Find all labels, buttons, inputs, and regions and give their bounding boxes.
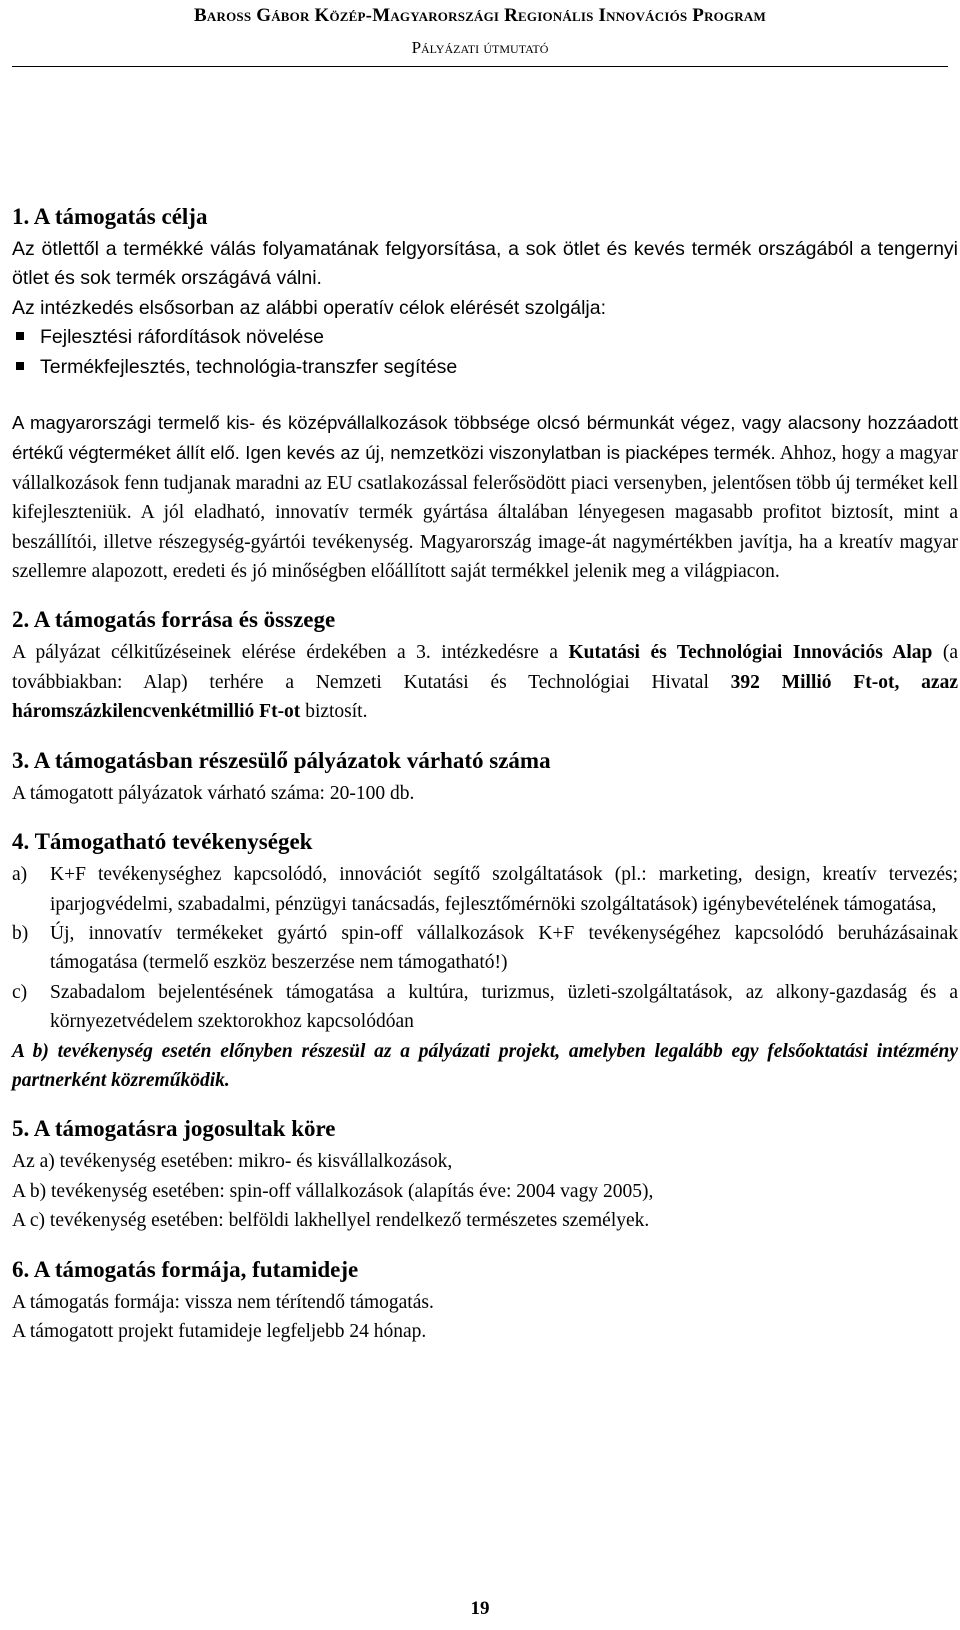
section-4-note — [12, 1037, 958, 1096]
activity-item — [12, 860, 958, 919]
section-1-body-part1: A magyarországi termelő kis- és középvállalkozások többsége olcsó bérmunkát végez, vagy alacsony hozzáadott értékű végterméket állít elő. Igen kevés az új, nemzetközi viszonylatban is piacképes termék. — [12, 412, 958, 464]
section-2-text: (a továbbiakban: Alap) terhére a Nemzeti Kutatási és Technológiai Hivatal — [12, 642, 959, 693]
section-6-heading: 6. A támogatás formája, futamideje — [12, 1256, 359, 1282]
section-1-body — [12, 408, 958, 586]
bullet-text: Fejlesztési ráfordítások növelése — [40, 326, 324, 349]
section-4-note-text: A b) tevékenység esetén előnyben részesül az a pályázati projekt, amelyben legalább egy felsőoktatási intézmény partnerként közreműködik. — [12, 1040, 958, 1091]
bullet-item — [12, 353, 958, 382]
bullet-text: Termékfejlesztés, technológia-transzfer segítése — [40, 355, 458, 378]
section-3-heading: 3. A támogatásban részesülő pályázatok várható száma — [12, 747, 551, 773]
activity-text: Új, innovatív termékeket gyártó spin-off vállalkozások K+F tevékenységéhez kapcsolódó beruházásainak támogatása (termelő eszköz beszerzése nem támogatható!) — [50, 922, 958, 974]
header-subtitle: Pályázati útmutató — [411, 38, 549, 57]
form-line: A támogatás formája: vissza nem térítendő támogatás. — [12, 1291, 434, 1313]
section-5-heading: 5. A támogatásra jogosultak köre — [12, 1116, 336, 1142]
section-2-text: A pályázat célkitűzéseinek elérése érdekében a 3. intézkedésre a — [12, 642, 569, 664]
section-2-amount: 392 Millió Ft-ot, azaz háromszázkilencvenkétmillió Ft-ot — [12, 671, 958, 723]
eligibility-line: Az a) tevékenység esetében: mikro- és kisvállalkozások, — [12, 1151, 453, 1173]
document-body — [12, 199, 958, 1346]
activity-label: b) — [12, 922, 29, 944]
section-2-body — [12, 638, 958, 726]
section-1-heading: 1. A támogatás célja — [12, 204, 208, 229]
section-1-goals-intro: Az intézkedés elsősorban az alábbi operatív célok elérését szolgálja: — [12, 296, 607, 319]
section-1-intro: Az ötlettől a termékké válás folyamatának felgyorsítása, a sok ötlet és kevés termék országából a tengernyi ötlet és sok termék országává válni. — [12, 238, 958, 290]
eligibility-line: A b) tevékenység esetében: spin-off vállalkozások (alapítás éve: 2004 vagy 2005), — [12, 1180, 654, 1202]
form-line: A támogatott projekt futamideje legfeljebb 24 hónap. — [12, 1320, 427, 1342]
section-2-heading: 2. A támogatás forrása és összege — [12, 607, 336, 633]
bullet-item — [12, 323, 958, 352]
section-2-text: biztosít. — [300, 701, 368, 723]
section-4-heading: 4. Támogatható tevékenységek — [12, 829, 313, 855]
activity-text: K+F tevékenységhez kapcsolódó, innovációt segítő szolgáltatások (pl.: marketing, design, kreatív tervezés; iparjogvédelmi, szabadalmi, pénzügyi tanácsadás, fejlesztőmérnöki szolgáltatások) igénybevételének támogatása, — [50, 864, 958, 915]
page-number: 19 — [470, 1598, 490, 1619]
square-bullet-icon — [16, 362, 24, 370]
header-divider — [12, 66, 948, 67]
activity-item — [12, 919, 958, 978]
eligibility-line: A c) tevékenység esetében: belföldi lakhellyel rendelkező természetes személyek. — [12, 1210, 650, 1232]
activity-text: Szabadalom bejelentésének támogatása a kultúra, turizmus, üzleti-szolgáltatások, az alkony-gazdaság és a környezetvédelem szektorokhoz kapcsolódóan — [50, 981, 958, 1033]
section-3-body: A támogatott pályázatok várható száma: 20-100 db. — [12, 782, 415, 804]
activity-label: a) — [12, 864, 28, 886]
activity-label: c) — [12, 981, 28, 1003]
section-1-body-part2: Ahhoz, hogy a magyar vállalkozások fenn tudjanak maradni az EU csatlakozással felerősödött piaci versenyben, jelentősen több új terméket kell kifejleszteniük. A jól eladható, innovatív termék gyártása általában lényegesen magasabb profitot biztosít, mint a beszállítói, illetve részegység-gyártói tevékenység. Magyarország image-át nagymértékben javítja, ha a kreatív magyar szellemre alapozott, eredeti és jó minőségben előállított saját termékkel jelenik meg a világpiacon. — [12, 443, 958, 583]
square-bullet-icon — [16, 332, 24, 340]
activity-item — [12, 978, 958, 1037]
header-title: Baross Gábor Közép-Magyarországi Regionális Innovációs Program — [194, 5, 766, 26]
section-2-fund-name: Kutatási és Technológiai Innovációs Alap — [568, 642, 933, 664]
